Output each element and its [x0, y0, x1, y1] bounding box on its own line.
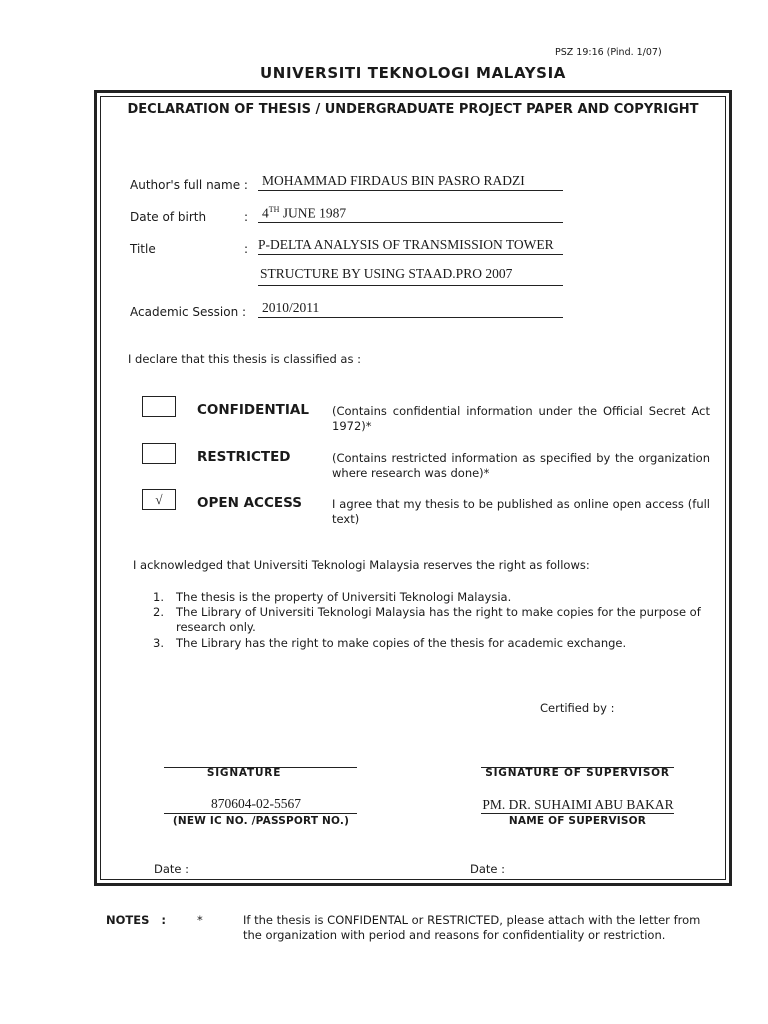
- author-label: Author's full name :: [130, 178, 248, 192]
- rights-number-1: 1.: [153, 590, 164, 604]
- title-underline-1: [258, 254, 563, 255]
- acknowledgement-text: I acknowledged that Universiti Teknologi Malaysia reserves the right as follows:: [133, 558, 590, 572]
- restricted-label: RESTRICTED: [197, 449, 291, 465]
- open-access-checkbox[interactable]: √: [142, 489, 176, 510]
- title-colon: :: [244, 242, 249, 256]
- session-label: Academic Session :: [130, 305, 247, 319]
- dob-value: [262, 205, 346, 222]
- classification-intro: I declare that this thesis is classified as :: [128, 352, 361, 366]
- title-line-2: STRUCTURE BY USING STAAD.PRO 2007: [260, 266, 513, 281]
- rights-item-1: The thesis is the property of Universiti Teknologi Malaysia.: [176, 590, 512, 604]
- author-underline: [258, 190, 563, 191]
- dob-day: 4: [262, 205, 269, 221]
- supervisor-name-line: [481, 813, 674, 814]
- date-left-label: Date :: [154, 862, 190, 876]
- notes-label: NOTES :: [106, 913, 166, 927]
- title-label: Title: [130, 242, 156, 256]
- date-right-label: Date :: [470, 862, 506, 876]
- restricted-description: (Contains restricted information as specified by the organization where research was done)*: [332, 451, 710, 480]
- open-access-description: I agree that my thesis to be published as online open access (full text): [332, 497, 710, 526]
- rights-item-2: The Library of Universiti Teknologi Malaysia has the right to make copies for the purpose of research only.: [176, 605, 701, 634]
- confidential-checkbox[interactable]: [142, 396, 176, 417]
- declaration-title: DECLARATION OF THESIS / UNDERGRADUATE PROJECT PAPER AND COPYRIGHT: [127, 102, 699, 117]
- rights-number-3: 3.: [153, 636, 164, 650]
- supervisor-signature-label: SIGNATURE OF SUPERVISOR: [485, 767, 670, 779]
- dob-colon: :: [244, 210, 249, 224]
- supervisor-name-value: PM. DR. SUHAIMI ABU BAKAR: [482, 797, 674, 812]
- dob-suffix: TH: [268, 205, 280, 214]
- ic-number-line: [164, 813, 357, 814]
- supervisor-name-label: NAME OF SUPERVISOR: [508, 815, 647, 827]
- form-reference-code: PSZ 19:16 (Pind. 1/07): [555, 47, 662, 58]
- session-value: 2010/2011: [262, 300, 320, 315]
- session-underline: [258, 317, 563, 318]
- notes-text: If the thesis is CONFIDENTAL or RESTRICTED, please attach with the letter from the organization with period and reasons for confidentiality or restriction.: [243, 913, 701, 942]
- ic-number-value: 870604-02-5567: [211, 796, 301, 811]
- open-access-label: OPEN ACCESS: [197, 495, 302, 511]
- title-line-1: P-DELTA ANALYSIS OF TRANSMISSION TOWER: [258, 237, 554, 252]
- university-title: UNIVERSITI TEKNOLOGI MALAYSIA: [260, 64, 566, 82]
- rights-item-3: The Library has the right to make copies of the thesis for academic exchange.: [176, 636, 627, 650]
- confidential-label: CONFIDENTIAL: [197, 402, 309, 418]
- signature-label: SIGNATURE: [206, 767, 282, 779]
- confidential-description: (Contains confidential information under the Official Secret Act 1972)*: [332, 404, 710, 433]
- dob-underline: [258, 222, 563, 223]
- notes-marker: *: [197, 913, 203, 927]
- author-value: MOHAMMAD FIRDAUS BIN PASRO RADZI: [262, 173, 525, 188]
- ic-number-label: (NEW IC NO. /PASSPORT NO.): [172, 815, 350, 827]
- dob-label: Date of birth: [130, 210, 207, 224]
- certified-by-label: Certified by :: [540, 701, 615, 715]
- title-underline-2: [258, 285, 563, 286]
- rights-number-2: 2.: [153, 605, 164, 619]
- dob-rest: JUNE 1987: [279, 205, 347, 221]
- restricted-checkbox[interactable]: [142, 443, 176, 464]
